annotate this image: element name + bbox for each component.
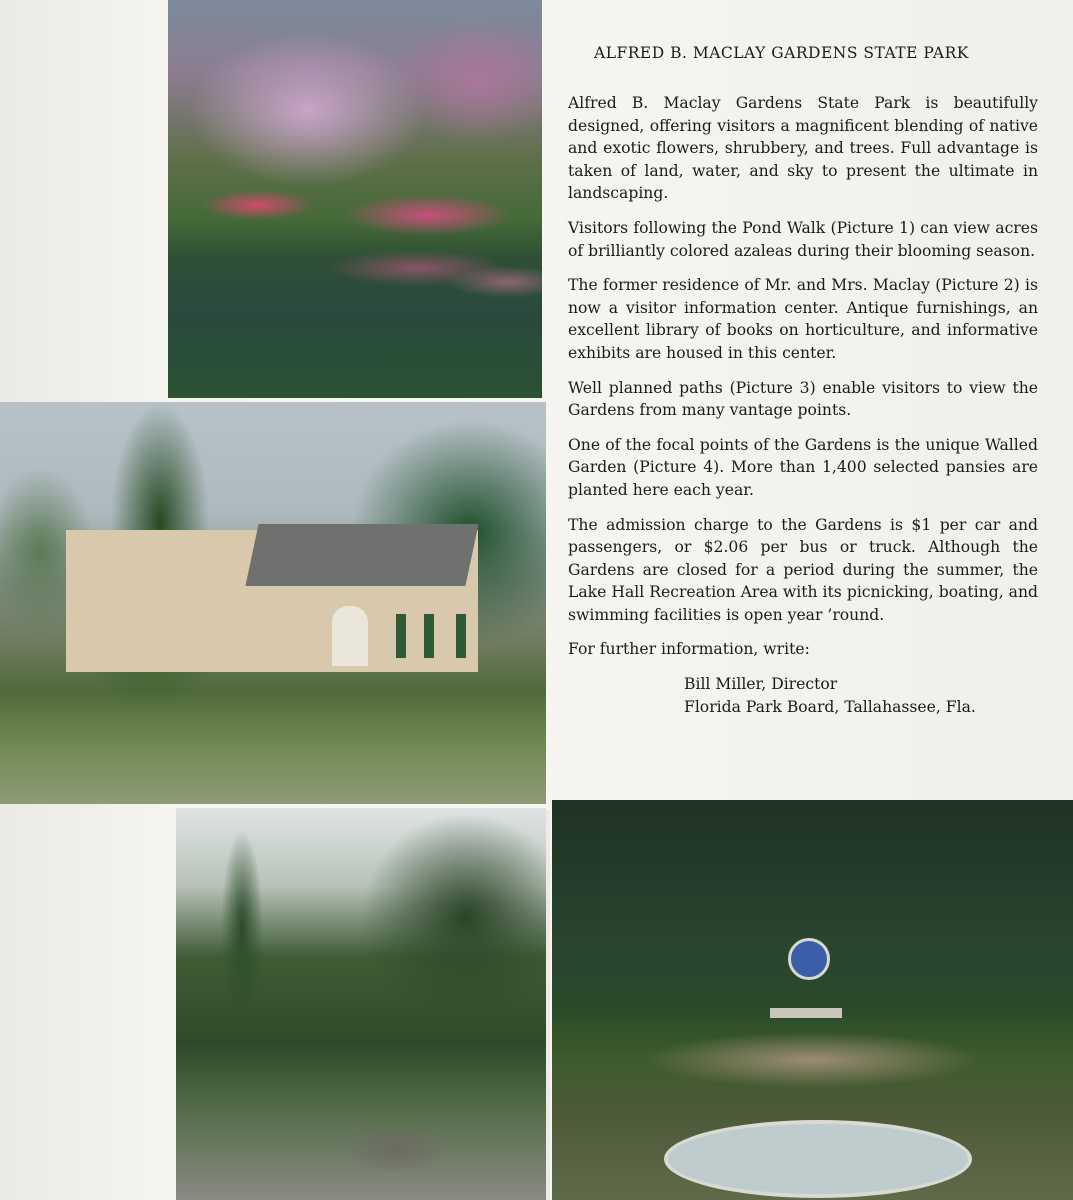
fountain-basin — [664, 1120, 972, 1198]
paragraph-further-info: For further information, write: — [568, 640, 810, 659]
house-roof — [245, 524, 478, 586]
photo-walled-garden — [552, 800, 1073, 1200]
photo-pond-walk-azaleas — [168, 0, 542, 398]
contact-line-2: Florida Park Board, Tallahassee, Fla. — [684, 697, 976, 716]
page-title: ALFRED B. MACLAY GARDENS STATE PARK — [594, 44, 969, 62]
house-shutter — [424, 614, 434, 658]
photo-garden-path — [176, 808, 546, 1200]
photo-maclay-residence — [0, 402, 546, 804]
garden-bench — [770, 1008, 842, 1018]
wall-medallion — [788, 938, 830, 980]
paragraph-paths: Well planned paths (Picture 3) enable visitors to view the Gardens from many vantage points. — [568, 378, 1038, 420]
house-shutter — [456, 614, 466, 658]
paragraph-residence: The former residence of Mr. and Mrs. Maclay (Picture 2) is now a visitor information center. Antique furnishings, an excellent library of books on horticulture, and informative exhibits are housed in this center. — [568, 276, 1038, 362]
contact-block — [684, 673, 1038, 718]
house-door — [332, 606, 368, 666]
contact-line-1: Bill Miller, Director — [684, 675, 838, 694]
paragraph-walled-garden: One of the focal points of the Gardens is the unique Walled Garden (Picture 4). More than 1,400 selected pansies are planted here each year. — [568, 435, 1038, 499]
paragraph-pond-walk: Visitors following the Pond Walk (Picture 1) can view acres of brilliantly colored azaleas during their blooming season. — [568, 218, 1038, 260]
text-column — [568, 40, 1038, 718]
paragraph-intro: Alfred B. Maclay Gardens State Park is beautifully designed, offering visitors a magnificent blending of native and exotic flowers, shrubbery, and trees. Full advantage is taken of land, water, and sky to present the ultimate in landscaping. — [568, 94, 1038, 203]
house-shutter — [396, 614, 406, 658]
paragraph-admission: The admission charge to the Gardens is $1 per car and passengers, or $2.06 per bus or truck. Although the Gardens are closed for a period during the summer, the Lake Hall Recreation Area with its picnicking, boating, and swimming facilities is open year ’round. — [568, 515, 1038, 624]
